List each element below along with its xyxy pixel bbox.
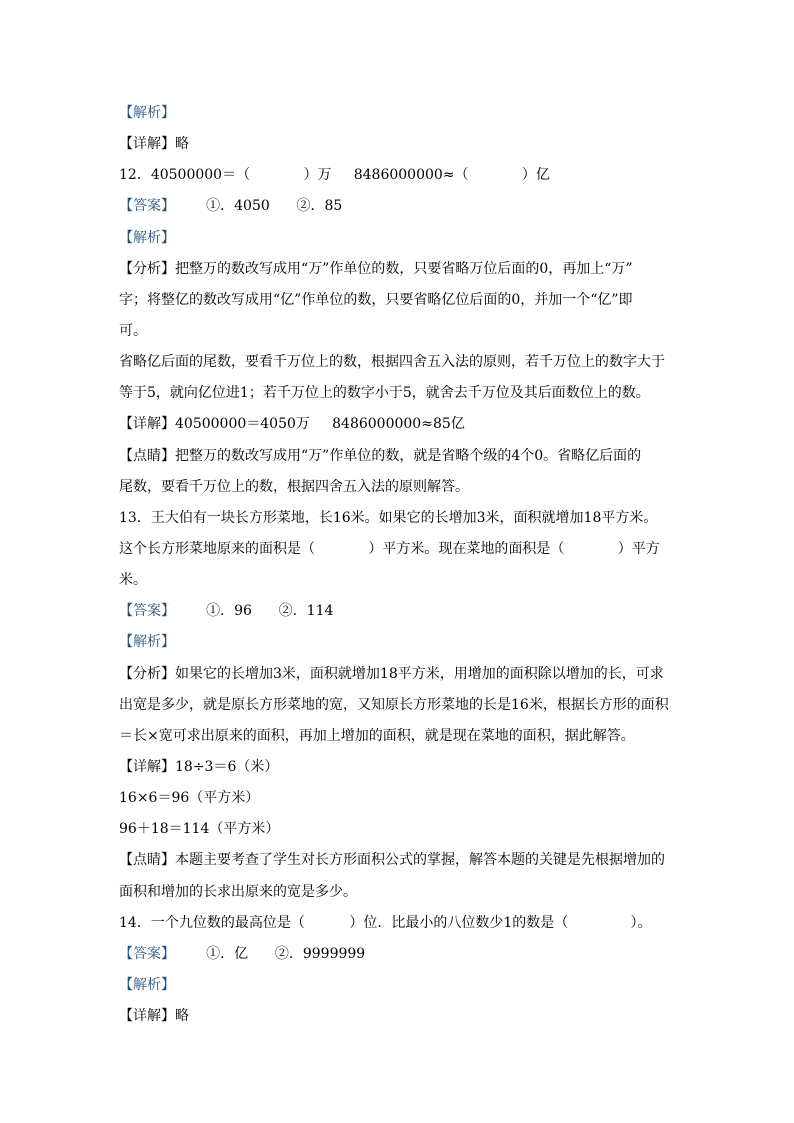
tag: 【详解】 — [119, 1008, 175, 1024]
analysis-heading — [119, 103, 175, 123]
tag: 【点睛】 — [119, 852, 175, 868]
detail-line: 【详解】略 — [119, 1008, 189, 1024]
analysis-text: 【分析】如果它的长增加3米，面积就增加18平方米，用增加的面积除以增加的长，可求 — [119, 666, 664, 682]
analysis-text: 等于5，就向亿位进1；若千万位上的数字小于5，就舍去千万位及其后面数位上的数。 — [119, 385, 650, 401]
detail-line: 【详解】18÷3＝6（米） — [119, 759, 279, 775]
tag: 【详解】 — [119, 136, 175, 152]
tag: 【答案】 — [119, 946, 175, 962]
tag: 【分析】 — [119, 666, 175, 682]
comment-text: 面积和增加的长求出原来的宽是多少。 — [119, 884, 357, 900]
analysis-heading — [119, 228, 175, 248]
tag: 【答案】 — [119, 198, 175, 214]
analysis-text: 省略亿后面的尾数，要看千万位上的数，根据四舍五入法的原则，若千万位上的数字大于 — [119, 354, 665, 370]
detail-line: 【详解】40500000＝4050万 8486000000≈85亿 — [119, 416, 465, 432]
tag: 【解析】 — [119, 105, 175, 121]
tag: 【详解】 — [119, 416, 175, 432]
detail-line: 【详解】略 — [119, 136, 189, 152]
answer-line: 【答案】 ①．亿 ②．9999999 — [119, 946, 366, 962]
analysis-text: 字；将整亿的数改写成用“亿”作单位的数，只要省略亿位后面的0，并加一个“亿”即 — [119, 292, 633, 308]
analysis-text: ＝长×宽可求出原来的面积，再加上增加的面积，就是现在菜地的面积，据此解答。 — [119, 728, 635, 744]
question-14: 14．一个九位数的最高位是（ ）位．比最小的八位数少1的数是（ ）。 — [119, 915, 652, 931]
comment-text: 【点睛】本题主要考查了学生对长方形面积公式的掌握，解答本题的关键是先根据增加的 — [119, 852, 665, 868]
answer-line: 【答案】 ①．96 ②．114 — [119, 603, 334, 619]
tag: 【解析】 — [119, 634, 175, 650]
comment-text: 【点睛】把整万的数改写成用“万”作单位的数，就是省略个级的4个0。省略亿后面的 — [119, 448, 642, 464]
analysis-text: 出宽是多少，就是原长方形菜地的宽，又知原长方形菜地的长是16米，根据长方形的面积 — [119, 697, 669, 713]
tag: 【解析】 — [119, 230, 175, 246]
tag: 【点睛】 — [119, 448, 175, 464]
question-12: 12．40500000＝（ ）万 8486000000≈（ ）亿 — [119, 167, 550, 183]
question-13: 米。 — [119, 572, 147, 588]
tag: 【解析】 — [119, 977, 175, 993]
analysis-heading — [119, 975, 175, 995]
analysis-text: 可。 — [119, 323, 147, 339]
tag: 【分析】 — [119, 261, 175, 277]
answer-line: 【答案】 ①．4050 ②．85 — [119, 198, 343, 214]
analysis-heading — [119, 632, 175, 652]
analysis-text: 【分析】把整万的数改写成用“万”作单位的数，只要省略万位后面的0，再加上“万” — [119, 261, 633, 277]
detail-line: 16×6＝96（平方米） — [119, 790, 260, 806]
question-13: 13．王大伯有一块长方形菜地，长16米。如果它的长增加3米，面积就增加18平方米。 — [119, 510, 658, 526]
detail-line: 96＋18＝114（平方米） — [119, 821, 280, 837]
tag: 【详解】 — [119, 759, 175, 775]
question-13: 这个长方形菜地原来的面积是（ ）平方米。现在菜地的面积是（ ）平方 — [119, 541, 660, 557]
comment-text: 尾数，要看千万位上的数，根据四舍五入法的原则解答。 — [119, 479, 469, 495]
tag: 【答案】 — [119, 603, 175, 619]
